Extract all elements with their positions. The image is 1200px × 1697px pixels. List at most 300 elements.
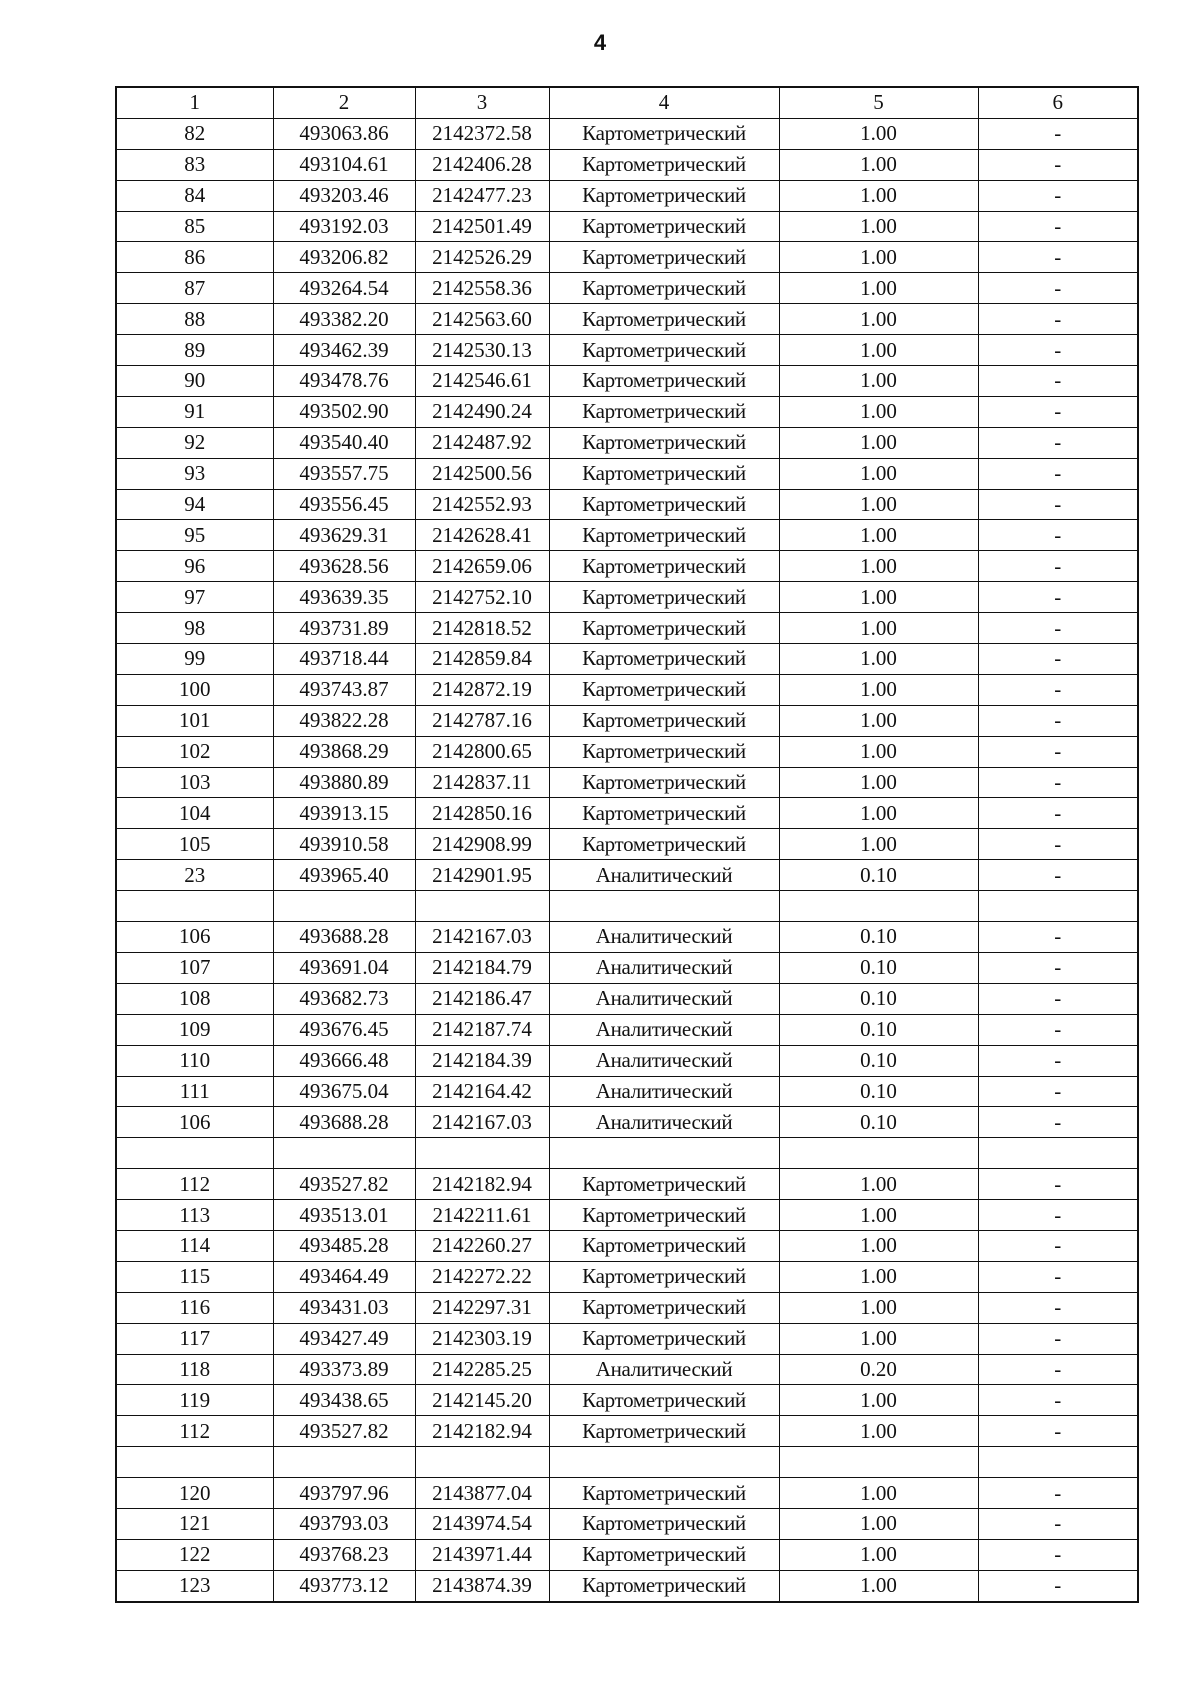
cell-description bbox=[978, 1138, 1138, 1169]
cell-method: Картометрический bbox=[549, 149, 779, 180]
cell-x-coordinate: 493822.28 bbox=[273, 705, 415, 736]
cell-x-coordinate: 493382.20 bbox=[273, 304, 415, 335]
cell-y-coordinate: 2142552.93 bbox=[415, 489, 549, 520]
table-header bbox=[116, 87, 1138, 118]
cell-point-number: 94 bbox=[116, 489, 273, 520]
cell-y-coordinate: 2142850.16 bbox=[415, 798, 549, 829]
cell-x-coordinate: 493965.40 bbox=[273, 860, 415, 891]
cell-method: Картометрический bbox=[549, 427, 779, 458]
cell-y-coordinate: 2143877.04 bbox=[415, 1478, 549, 1509]
cell-point-number bbox=[116, 891, 273, 922]
table-body bbox=[116, 118, 1138, 1601]
cell-accuracy: 1.00 bbox=[779, 705, 978, 736]
cell-y-coordinate: 2142558.36 bbox=[415, 273, 549, 304]
cell-method bbox=[549, 891, 779, 922]
table-row bbox=[116, 273, 1138, 304]
table-row bbox=[116, 180, 1138, 211]
table-row bbox=[116, 1230, 1138, 1261]
cell-x-coordinate: 493629.31 bbox=[273, 520, 415, 551]
cell-point-number: 96 bbox=[116, 551, 273, 582]
cell-y-coordinate: 2142628.41 bbox=[415, 520, 549, 551]
cell-method: Картометрический bbox=[549, 1416, 779, 1447]
cell-accuracy: 1.00 bbox=[779, 520, 978, 551]
cell-accuracy: 1.00 bbox=[779, 1385, 978, 1416]
cell-method: Картометрический bbox=[549, 396, 779, 427]
cell-x-coordinate: 493264.54 bbox=[273, 273, 415, 304]
cell-description: - bbox=[978, 1323, 1138, 1354]
cell-x-coordinate: 493104.61 bbox=[273, 149, 415, 180]
cell-point-number: 89 bbox=[116, 335, 273, 366]
cell-method: Картометрический bbox=[549, 458, 779, 489]
cell-description: - bbox=[978, 551, 1138, 582]
cell-y-coordinate: 2142837.11 bbox=[415, 767, 549, 798]
page-number: 4 bbox=[593, 30, 607, 55]
cell-point-number: 107 bbox=[116, 952, 273, 983]
table-row bbox=[116, 1385, 1138, 1416]
cell-description: - bbox=[978, 1076, 1138, 1107]
table-row bbox=[116, 211, 1138, 242]
cell-description: - bbox=[978, 396, 1138, 427]
cell-method: Картометрический bbox=[549, 489, 779, 520]
cell-y-coordinate: 2142501.49 bbox=[415, 211, 549, 242]
cell-y-coordinate: 2142500.56 bbox=[415, 458, 549, 489]
table-row bbox=[116, 1045, 1138, 1076]
cell-x-coordinate: 493913.15 bbox=[273, 798, 415, 829]
separator-row bbox=[116, 1138, 1138, 1169]
table-row bbox=[116, 582, 1138, 613]
cell-y-coordinate: 2142530.13 bbox=[415, 335, 549, 366]
cell-method: Аналитический bbox=[549, 1076, 779, 1107]
table-row bbox=[116, 242, 1138, 273]
cell-description: - bbox=[978, 1045, 1138, 1076]
cell-method: Картометрический bbox=[549, 1570, 779, 1601]
cell-y-coordinate bbox=[415, 891, 549, 922]
cell-x-coordinate: 493485.28 bbox=[273, 1230, 415, 1261]
cell-y-coordinate: 2142526.29 bbox=[415, 242, 549, 273]
cell-y-coordinate: 2142487.92 bbox=[415, 427, 549, 458]
cell-y-coordinate: 2142182.94 bbox=[415, 1416, 549, 1447]
cell-point-number: 109 bbox=[116, 1014, 273, 1045]
cell-point-number: 91 bbox=[116, 396, 273, 427]
table-row bbox=[116, 860, 1138, 891]
cell-point-number: 118 bbox=[116, 1354, 273, 1385]
cell-method: Аналитический bbox=[549, 1107, 779, 1138]
cell-x-coordinate: 493743.87 bbox=[273, 674, 415, 705]
cell-y-coordinate: 2142818.52 bbox=[415, 613, 549, 644]
cell-accuracy: 1.00 bbox=[779, 1539, 978, 1570]
cell-description: - bbox=[978, 983, 1138, 1014]
header-col-1: 1 bbox=[116, 87, 273, 118]
cell-x-coordinate: 493373.89 bbox=[273, 1354, 415, 1385]
cell-point-number: 110 bbox=[116, 1045, 273, 1076]
cell-point-number: 88 bbox=[116, 304, 273, 335]
cell-accuracy bbox=[779, 1447, 978, 1478]
cell-description: - bbox=[978, 149, 1138, 180]
table-row bbox=[116, 366, 1138, 397]
cell-method: Картометрический bbox=[549, 1539, 779, 1570]
cell-point-number: 117 bbox=[116, 1323, 273, 1354]
cell-method: Аналитический bbox=[549, 952, 779, 983]
table-row bbox=[116, 1169, 1138, 1200]
cell-method: Картометрический bbox=[549, 767, 779, 798]
cell-method: Картометрический bbox=[549, 644, 779, 675]
cell-y-coordinate: 2143971.44 bbox=[415, 1539, 549, 1570]
cell-y-coordinate: 2142372.58 bbox=[415, 118, 549, 149]
cell-point-number: 99 bbox=[116, 644, 273, 675]
cell-method: Картометрический bbox=[549, 366, 779, 397]
cell-y-coordinate: 2142406.28 bbox=[415, 149, 549, 180]
cell-y-coordinate: 2142184.79 bbox=[415, 952, 549, 983]
cell-description: - bbox=[978, 922, 1138, 953]
cell-x-coordinate: 493718.44 bbox=[273, 644, 415, 675]
cell-x-coordinate: 493676.45 bbox=[273, 1014, 415, 1045]
cell-y-coordinate: 2142490.24 bbox=[415, 396, 549, 427]
cell-method: Картометрический bbox=[549, 1261, 779, 1292]
cell-point-number: 102 bbox=[116, 736, 273, 767]
cell-y-coordinate: 2142145.20 bbox=[415, 1385, 549, 1416]
cell-x-coordinate: 493192.03 bbox=[273, 211, 415, 242]
cell-accuracy: 0.10 bbox=[779, 1107, 978, 1138]
cell-x-coordinate: 493666.48 bbox=[273, 1045, 415, 1076]
cell-description: - bbox=[978, 1478, 1138, 1509]
table-row bbox=[116, 1354, 1138, 1385]
cell-accuracy: 1.00 bbox=[779, 180, 978, 211]
cell-y-coordinate: 2142787.16 bbox=[415, 705, 549, 736]
cell-accuracy: 1.00 bbox=[779, 613, 978, 644]
cell-accuracy: 1.00 bbox=[779, 644, 978, 675]
cell-accuracy: 1.00 bbox=[779, 1323, 978, 1354]
cell-x-coordinate: 493527.82 bbox=[273, 1416, 415, 1447]
cell-x-coordinate: 493502.90 bbox=[273, 396, 415, 427]
cell-y-coordinate: 2142182.94 bbox=[415, 1169, 549, 1200]
cell-method: Картометрический bbox=[549, 1385, 779, 1416]
cell-x-coordinate: 493431.03 bbox=[273, 1292, 415, 1323]
cell-point-number: 106 bbox=[116, 922, 273, 953]
cell-description: - bbox=[978, 427, 1138, 458]
cell-description: - bbox=[978, 767, 1138, 798]
cell-x-coordinate: 493797.96 bbox=[273, 1478, 415, 1509]
cell-accuracy: 1.00 bbox=[779, 458, 978, 489]
cell-method: Аналитический bbox=[549, 1354, 779, 1385]
table-row bbox=[116, 551, 1138, 582]
cell-method: Картометрический bbox=[549, 1169, 779, 1200]
table-row bbox=[116, 458, 1138, 489]
cell-point-number bbox=[116, 1447, 273, 1478]
cell-description: - bbox=[978, 118, 1138, 149]
cell-x-coordinate: 493910.58 bbox=[273, 829, 415, 860]
cell-description: - bbox=[978, 1107, 1138, 1138]
cell-description: - bbox=[978, 1539, 1138, 1570]
cell-method: Картометрический bbox=[549, 273, 779, 304]
cell-accuracy: 1.00 bbox=[779, 1169, 978, 1200]
cell-y-coordinate: 2142800.65 bbox=[415, 736, 549, 767]
cell-y-coordinate: 2142184.39 bbox=[415, 1045, 549, 1076]
cell-point-number: 83 bbox=[116, 149, 273, 180]
cell-point-number: 97 bbox=[116, 582, 273, 613]
cell-accuracy bbox=[779, 1138, 978, 1169]
table-row bbox=[116, 1570, 1138, 1601]
cell-method: Картометрический bbox=[549, 1230, 779, 1261]
header-col-6: 6 bbox=[978, 87, 1138, 118]
cell-x-coordinate: 493478.76 bbox=[273, 366, 415, 397]
cell-accuracy: 1.00 bbox=[779, 118, 978, 149]
cell-method: Аналитический bbox=[549, 983, 779, 1014]
table-row bbox=[116, 736, 1138, 767]
cell-method: Картометрический bbox=[549, 304, 779, 335]
cell-point-number: 23 bbox=[116, 860, 273, 891]
table-row bbox=[116, 798, 1138, 829]
cell-x-coordinate: 493540.40 bbox=[273, 427, 415, 458]
cell-y-coordinate: 2142901.95 bbox=[415, 860, 549, 891]
cell-accuracy: 1.00 bbox=[779, 798, 978, 829]
cell-point-number: 86 bbox=[116, 242, 273, 273]
cell-x-coordinate: 493527.82 bbox=[273, 1169, 415, 1200]
cell-x-coordinate: 493628.56 bbox=[273, 551, 415, 582]
table-row bbox=[116, 1076, 1138, 1107]
cell-y-coordinate bbox=[415, 1447, 549, 1478]
cell-y-coordinate: 2142563.60 bbox=[415, 304, 549, 335]
cell-x-coordinate: 493691.04 bbox=[273, 952, 415, 983]
cell-y-coordinate: 2143874.39 bbox=[415, 1570, 549, 1601]
cell-point-number: 121 bbox=[116, 1508, 273, 1539]
cell-description: - bbox=[978, 1508, 1138, 1539]
table-row bbox=[116, 1539, 1138, 1570]
cell-point-number bbox=[116, 1138, 273, 1169]
cell-accuracy: 1.00 bbox=[779, 674, 978, 705]
cell-x-coordinate: 493464.49 bbox=[273, 1261, 415, 1292]
table-row bbox=[116, 1014, 1138, 1045]
cell-y-coordinate: 2142477.23 bbox=[415, 180, 549, 211]
cell-accuracy: 0.10 bbox=[779, 952, 978, 983]
cell-accuracy: 1.00 bbox=[779, 211, 978, 242]
cell-method: Картометрический bbox=[549, 335, 779, 366]
cell-x-coordinate: 493063.86 bbox=[273, 118, 415, 149]
cell-method: Картометрический bbox=[549, 551, 779, 582]
cell-accuracy: 0.10 bbox=[779, 1076, 978, 1107]
cell-point-number: 84 bbox=[116, 180, 273, 211]
coordinates-table bbox=[115, 86, 1139, 1603]
cell-y-coordinate: 2142272.22 bbox=[415, 1261, 549, 1292]
table-row bbox=[116, 1478, 1138, 1509]
cell-point-number: 104 bbox=[116, 798, 273, 829]
cell-accuracy bbox=[779, 891, 978, 922]
cell-accuracy: 1.00 bbox=[779, 1261, 978, 1292]
cell-accuracy: 1.00 bbox=[779, 767, 978, 798]
cell-method: Аналитический bbox=[549, 1045, 779, 1076]
header-col-4: 4 bbox=[549, 87, 779, 118]
cell-method: Аналитический bbox=[549, 1014, 779, 1045]
cell-x-coordinate: 493731.89 bbox=[273, 613, 415, 644]
cell-x-coordinate: 493688.28 bbox=[273, 922, 415, 953]
cell-accuracy: 1.00 bbox=[779, 1292, 978, 1323]
cell-point-number: 119 bbox=[116, 1385, 273, 1416]
cell-x-coordinate bbox=[273, 891, 415, 922]
cell-x-coordinate: 493868.29 bbox=[273, 736, 415, 767]
cell-point-number: 85 bbox=[116, 211, 273, 242]
cell-x-coordinate: 493688.28 bbox=[273, 1107, 415, 1138]
cell-method: Картометрический bbox=[549, 180, 779, 211]
table-row bbox=[116, 922, 1138, 953]
cell-y-coordinate: 2142211.61 bbox=[415, 1200, 549, 1231]
cell-x-coordinate: 493513.01 bbox=[273, 1200, 415, 1231]
table-row bbox=[116, 427, 1138, 458]
cell-method: Картометрический bbox=[549, 1292, 779, 1323]
cell-x-coordinate: 493203.46 bbox=[273, 180, 415, 211]
cell-point-number: 115 bbox=[116, 1261, 273, 1292]
cell-point-number: 106 bbox=[116, 1107, 273, 1138]
cell-accuracy: 0.10 bbox=[779, 1014, 978, 1045]
cell-y-coordinate: 2142859.84 bbox=[415, 644, 549, 675]
cell-y-coordinate: 2142908.99 bbox=[415, 829, 549, 860]
cell-method: Картометрический bbox=[549, 705, 779, 736]
cell-point-number: 103 bbox=[116, 767, 273, 798]
cell-y-coordinate: 2142752.10 bbox=[415, 582, 549, 613]
cell-point-number: 113 bbox=[116, 1200, 273, 1231]
cell-y-coordinate: 2142167.03 bbox=[415, 922, 549, 953]
cell-method: Картометрический bbox=[549, 736, 779, 767]
cell-description: - bbox=[978, 489, 1138, 520]
cell-method: Картометрический bbox=[549, 674, 779, 705]
cell-description: - bbox=[978, 1570, 1138, 1601]
cell-method: Картометрический bbox=[549, 242, 779, 273]
cell-accuracy: 1.00 bbox=[779, 396, 978, 427]
cell-description: - bbox=[978, 335, 1138, 366]
table-row bbox=[116, 1292, 1138, 1323]
cell-description: - bbox=[978, 798, 1138, 829]
cell-x-coordinate: 493556.45 bbox=[273, 489, 415, 520]
cell-y-coordinate: 2142297.31 bbox=[415, 1292, 549, 1323]
cell-accuracy: 1.00 bbox=[779, 366, 978, 397]
cell-method: Картометрический bbox=[549, 520, 779, 551]
cell-y-coordinate: 2142872.19 bbox=[415, 674, 549, 705]
cell-x-coordinate: 493206.82 bbox=[273, 242, 415, 273]
cell-y-coordinate: 2142546.61 bbox=[415, 366, 549, 397]
cell-x-coordinate: 493773.12 bbox=[273, 1570, 415, 1601]
cell-x-coordinate bbox=[273, 1138, 415, 1169]
cell-point-number: 112 bbox=[116, 1416, 273, 1447]
cell-description: - bbox=[978, 952, 1138, 983]
cell-accuracy: 1.00 bbox=[779, 335, 978, 366]
cell-point-number: 122 bbox=[116, 1539, 273, 1570]
cell-point-number: 114 bbox=[116, 1230, 273, 1261]
cell-description bbox=[978, 891, 1138, 922]
cell-accuracy: 1.00 bbox=[779, 1230, 978, 1261]
cell-point-number: 87 bbox=[116, 273, 273, 304]
cell-description: - bbox=[978, 273, 1138, 304]
cell-description: - bbox=[978, 705, 1138, 736]
cell-y-coordinate: 2142186.47 bbox=[415, 983, 549, 1014]
cell-method: Аналитический bbox=[549, 922, 779, 953]
cell-point-number: 98 bbox=[116, 613, 273, 644]
cell-description: - bbox=[978, 366, 1138, 397]
cell-point-number: 111 bbox=[116, 1076, 273, 1107]
cell-accuracy: 1.00 bbox=[779, 427, 978, 458]
cell-accuracy: 1.00 bbox=[779, 829, 978, 860]
cell-description: - bbox=[978, 304, 1138, 335]
cell-method bbox=[549, 1138, 779, 1169]
cell-accuracy: 1.00 bbox=[779, 489, 978, 520]
cell-point-number: 82 bbox=[116, 118, 273, 149]
cell-accuracy: 0.10 bbox=[779, 1045, 978, 1076]
cell-method: Картометрический bbox=[549, 118, 779, 149]
cell-description: - bbox=[978, 1014, 1138, 1045]
table-row bbox=[116, 1416, 1138, 1447]
cell-description bbox=[978, 1447, 1138, 1478]
table-row bbox=[116, 149, 1138, 180]
table-row bbox=[116, 613, 1138, 644]
cell-y-coordinate: 2142285.25 bbox=[415, 1354, 549, 1385]
cell-point-number: 105 bbox=[116, 829, 273, 860]
cell-description: - bbox=[978, 1200, 1138, 1231]
cell-description: - bbox=[978, 458, 1138, 489]
table-row bbox=[116, 1107, 1138, 1138]
cell-point-number: 93 bbox=[116, 458, 273, 489]
cell-point-number: 108 bbox=[116, 983, 273, 1014]
table-row bbox=[116, 489, 1138, 520]
cell-accuracy: 1.00 bbox=[779, 551, 978, 582]
header-col-3: 3 bbox=[415, 87, 549, 118]
table-row bbox=[116, 1200, 1138, 1231]
cell-point-number: 95 bbox=[116, 520, 273, 551]
cell-x-coordinate: 493427.49 bbox=[273, 1323, 415, 1354]
cell-method: Картометрический bbox=[549, 1478, 779, 1509]
cell-description: - bbox=[978, 211, 1138, 242]
cell-description: - bbox=[978, 180, 1138, 211]
table-row bbox=[116, 396, 1138, 427]
cell-x-coordinate: 493880.89 bbox=[273, 767, 415, 798]
cell-description: - bbox=[978, 1169, 1138, 1200]
table-row bbox=[116, 952, 1138, 983]
separator-row bbox=[116, 1447, 1138, 1478]
cell-description: - bbox=[978, 644, 1138, 675]
cell-y-coordinate bbox=[415, 1138, 549, 1169]
table-row bbox=[116, 520, 1138, 551]
cell-description: - bbox=[978, 520, 1138, 551]
cell-description: - bbox=[978, 613, 1138, 644]
cell-point-number: 101 bbox=[116, 705, 273, 736]
header-col-5: 5 bbox=[779, 87, 978, 118]
table-row bbox=[116, 705, 1138, 736]
table-row bbox=[116, 1261, 1138, 1292]
cell-point-number: 112 bbox=[116, 1169, 273, 1200]
cell-description: - bbox=[978, 829, 1138, 860]
cell-accuracy: 1.00 bbox=[779, 736, 978, 767]
table-row bbox=[116, 674, 1138, 705]
cell-method: Картометрический bbox=[549, 1200, 779, 1231]
cell-y-coordinate: 2142187.74 bbox=[415, 1014, 549, 1045]
cell-accuracy: 0.20 bbox=[779, 1354, 978, 1385]
header-col-2: 2 bbox=[273, 87, 415, 118]
cell-accuracy: 1.00 bbox=[779, 1570, 978, 1601]
cell-method: Картометрический bbox=[549, 798, 779, 829]
cell-description: - bbox=[978, 860, 1138, 891]
cell-y-coordinate: 2143974.54 bbox=[415, 1508, 549, 1539]
cell-y-coordinate: 2142659.06 bbox=[415, 551, 549, 582]
cell-x-coordinate: 493793.03 bbox=[273, 1508, 415, 1539]
cell-method: Картометрический bbox=[549, 613, 779, 644]
cell-description: - bbox=[978, 674, 1138, 705]
cell-y-coordinate: 2142164.42 bbox=[415, 1076, 549, 1107]
header-row bbox=[116, 87, 1138, 118]
cell-y-coordinate: 2142167.03 bbox=[415, 1107, 549, 1138]
cell-x-coordinate: 493438.65 bbox=[273, 1385, 415, 1416]
cell-description: - bbox=[978, 1230, 1138, 1261]
cell-description: - bbox=[978, 582, 1138, 613]
cell-accuracy: 1.00 bbox=[779, 1508, 978, 1539]
cell-x-coordinate: 493675.04 bbox=[273, 1076, 415, 1107]
cell-description: - bbox=[978, 1354, 1138, 1385]
cell-accuracy: 0.10 bbox=[779, 983, 978, 1014]
